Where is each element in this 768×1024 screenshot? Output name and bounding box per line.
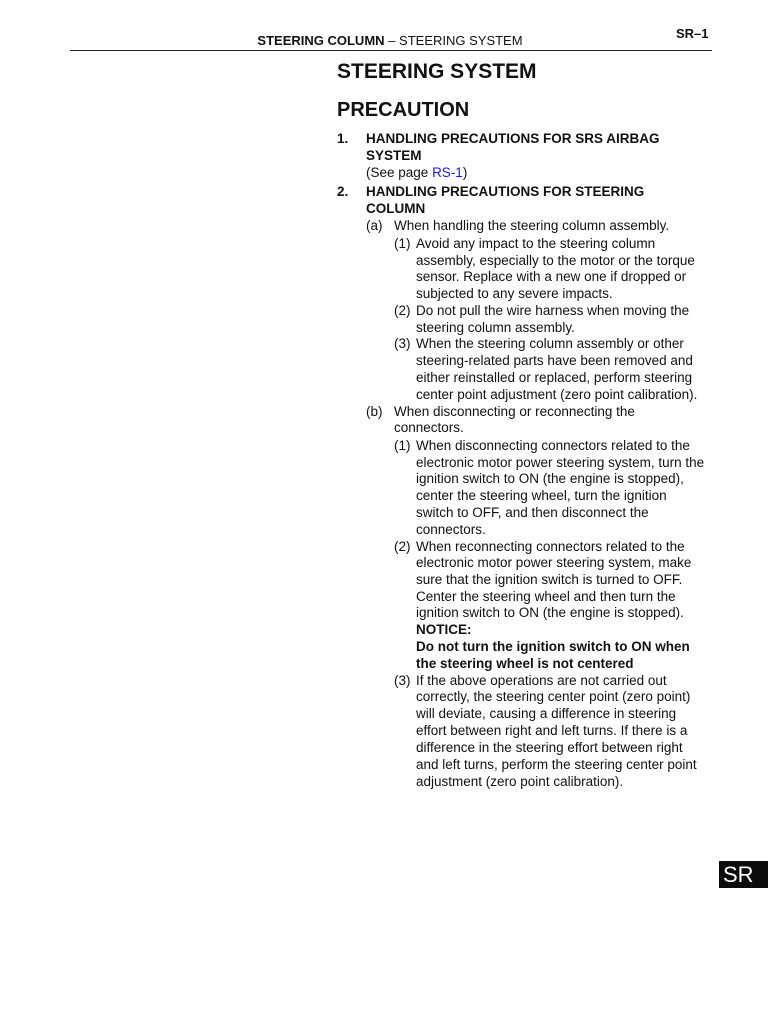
step-line: sure that the ignition switch is turned to OFF.	[416, 572, 683, 587]
step-line: switch to OFF, and then disconnect the	[416, 505, 649, 520]
step-line: steering column assembly.	[416, 320, 575, 335]
see-page-reference	[366, 164, 467, 181]
step-number: (2)	[394, 539, 411, 554]
subitem-a-label: (a)	[366, 218, 383, 233]
see-page-prefix: (See page	[366, 165, 433, 180]
step-line: ignition switch to ON (the engine is stopped).	[416, 605, 684, 620]
section-tab: SR	[719, 861, 768, 888]
step-number: (3)	[394, 336, 411, 351]
step-line: center point adjustment (zero point calibration).	[416, 387, 698, 402]
page-title: STEERING SYSTEM	[337, 60, 537, 83]
subitem-b-text: When disconnecting or reconnecting the	[394, 404, 635, 419]
page-number: SR–1	[676, 26, 709, 41]
step-line: electronic motor power steering system, make	[416, 555, 692, 570]
item-1-heading-line: SYSTEM	[366, 148, 422, 163]
step-line: either reinstalled or replaced, perform steering	[416, 370, 693, 385]
subitem-b-text: connectors.	[394, 420, 464, 435]
header-system: STEERING SYSTEM	[399, 33, 523, 48]
item-2-heading-line: HANDLING PRECAUTIONS FOR STEERING	[366, 184, 645, 199]
subitem-b-label: (b)	[366, 404, 383, 419]
item-2-number: 2.	[337, 184, 349, 199]
step-line: Center the steering wheel and then turn the	[416, 589, 676, 604]
step-number: (3)	[394, 673, 411, 688]
rs-1-link[interactable]: RS-1	[432, 165, 463, 180]
step-line: If the above operations are not carried out	[416, 673, 667, 688]
step-number: (1)	[394, 438, 411, 453]
step-line: subjected to any severe impacts.	[416, 286, 613, 301]
running-header	[0, 33, 768, 48]
see-page-suffix: )	[462, 165, 468, 180]
step-line: electronic motor power steering system, turn the	[416, 455, 705, 470]
step-line: difference in the steering effort between right	[416, 740, 683, 755]
step-line: effort between right and left turns. If there is a	[416, 723, 688, 738]
subitem-a-text: When handling the steering column assembly.	[394, 218, 670, 233]
section-title: PRECAUTION	[337, 99, 470, 121]
step-line: correctly, the steering center point (zero point)	[416, 689, 691, 704]
step-line: center the steering wheel, turn the ignition	[416, 488, 667, 503]
step-line: and left turns, perform the steering center point	[416, 757, 697, 772]
step-line: steering-related parts have been removed and	[416, 353, 693, 368]
notice-line: the steering wheel is not centered	[416, 656, 634, 671]
step-line: When reconnecting connectors related to the	[416, 539, 685, 554]
item-2-heading-line: COLUMN	[366, 201, 426, 216]
step-line: ignition switch to ON (the engine is stopped),	[416, 471, 684, 486]
step-line: Avoid any impact to the steering column	[416, 236, 656, 251]
step-line: When disconnecting connectors related to the	[416, 438, 690, 453]
notice-line: Do not turn the ignition switch to ON when	[416, 639, 690, 654]
notice-label: NOTICE:	[416, 622, 472, 637]
step-line: assembly, especially to the motor or the torque	[416, 253, 695, 268]
step-line: When the steering column assembly or other	[416, 336, 684, 351]
item-1-heading-line: HANDLING PRECAUTIONS FOR SRS AIRBAG	[366, 131, 660, 146]
header-separator: –	[388, 33, 396, 48]
step-line: will deviate, causing a difference in steering	[416, 706, 677, 721]
step-number: (2)	[394, 303, 411, 318]
step-number: (1)	[394, 236, 411, 251]
header-section: STEERING COLUMN	[257, 33, 385, 48]
step-line: connectors.	[416, 522, 486, 537]
step-line: Do not pull the wire harness when moving the	[416, 303, 690, 318]
step-line: adjustment (zero point calibration).	[416, 774, 624, 789]
step-line: sensor. Replace with a new one if dropped or	[416, 269, 687, 284]
item-1-number: 1.	[337, 131, 349, 146]
header-rule	[70, 50, 712, 51]
